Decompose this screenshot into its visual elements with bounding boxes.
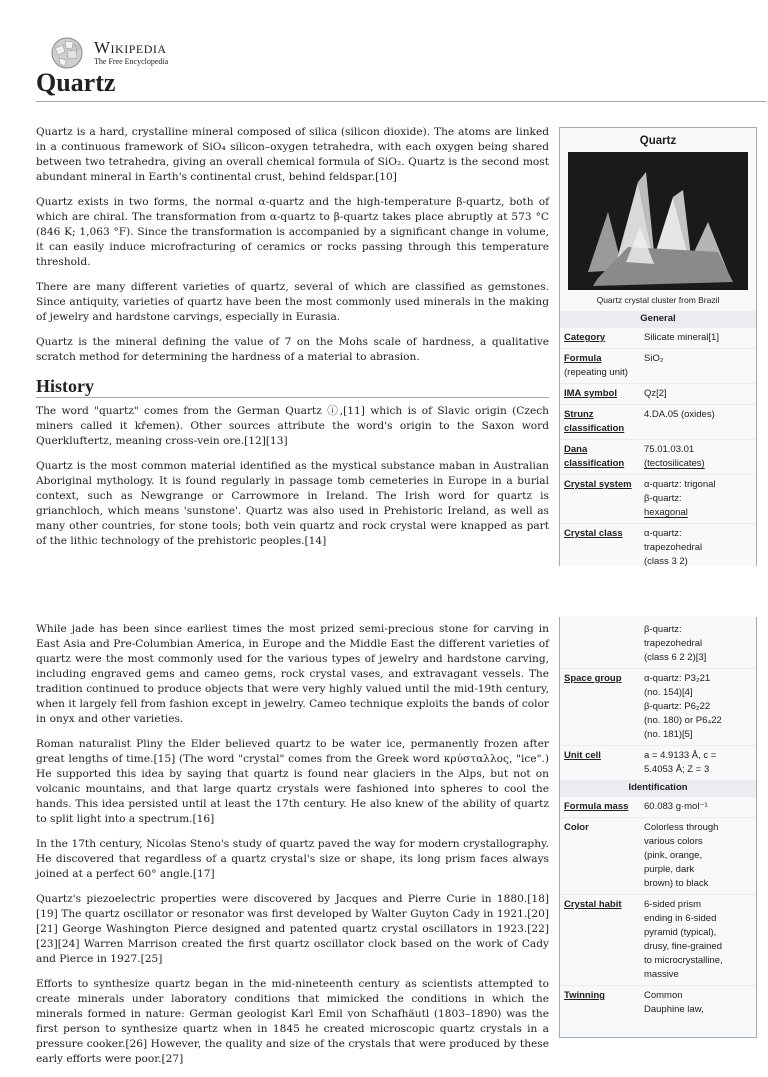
section-heading-history: History bbox=[36, 379, 549, 398]
paragraph-etymology: The word "quartz" comes from the German Quartz ⓘ,[11] which is of Slavic origin (Czech miners called it křemen). Other sources attribute the word's origin to the Saxon word Querkluftertz, meaning cross-vein ore.[12][13] bbox=[36, 405, 549, 447]
infobox-upper bbox=[559, 127, 757, 566]
infobox-row-space-group bbox=[560, 669, 756, 746]
infobox-key-space-group[interactable]: Space group bbox=[564, 673, 622, 684]
infobox-key-unit-cell[interactable]: Unit cell bbox=[564, 750, 601, 761]
paragraph-synthesis: Efforts to synthesize quartz began in the mid-nineteenth century as scientists attempted to create minerals under laboratory conditions that mimicked the conditions in which the minerals formed in nature: German geologist Karl Emil von Schafhäutl (1803–1890) was the first person to synthesize quartz when in 1845 he created microscopic quartz crystals in a pressure cooker.[26] However, the quality and size of the crystals that were produced by these early efforts were poor.[27] bbox=[36, 978, 549, 1065]
page-title: Quartz bbox=[36, 68, 116, 97]
infobox-key-crystal-system[interactable]: Crystal system bbox=[564, 479, 632, 490]
article-body-lower bbox=[36, 622, 549, 1077]
infobox-value-twinning-2: Dauphine law, bbox=[644, 1004, 704, 1015]
infobox-value-dana-2[interactable]: (tectosilicates) bbox=[644, 458, 705, 469]
infobox-value-habit-4: drusy, fine-grained bbox=[644, 941, 722, 952]
infobox-value-color-3: (pink, orange, bbox=[644, 850, 703, 861]
infobox-row-formula bbox=[560, 349, 756, 384]
paragraph-varieties: There are many different varieties of quartz, several of which are classified as gemstones. Since antiquity, varieties of quartz have been the most commonly used minerals in the making of jewelry and hardstone carvings, especially in Eurasia. bbox=[36, 281, 549, 323]
infobox-image-caption: Quartz crystal cluster from Brazil bbox=[596, 295, 720, 305]
infobox-row-strunz bbox=[560, 405, 756, 440]
infobox-value-crystal-class-1: α-quartz: bbox=[644, 528, 682, 539]
infobox-key-category[interactable]: Category bbox=[564, 332, 606, 343]
infobox-value-formula-mass: 60.083 g·mol⁻¹ bbox=[644, 801, 708, 812]
paragraph-mohs: Quartz is the mineral defining the value of 7 on the Mohs scale of hardness, a qualitative scratch method for determining the hardness of a material to abrasion. bbox=[36, 336, 549, 363]
infobox-key-formula[interactable]: Formula bbox=[564, 353, 602, 364]
infobox-value-twinning-1: Common bbox=[644, 990, 683, 1001]
infobox-key-twinning[interactable]: Twinning bbox=[564, 990, 605, 1001]
infobox-key-dana[interactable]: Dana classification bbox=[564, 444, 625, 469]
infobox-value-crystal-class-4: β-quartz: bbox=[644, 624, 682, 635]
infobox-value-ima: Qz[2] bbox=[644, 388, 667, 399]
infobox-group-general: General bbox=[560, 311, 756, 327]
infobox-value-crystal-class-3: (class 3 2) bbox=[644, 556, 688, 567]
infobox-group-identification: Identification bbox=[560, 780, 756, 796]
site-header bbox=[36, 30, 766, 102]
infobox-value-crystal-class-6: (class 6 2 2)[3] bbox=[644, 652, 707, 663]
infobox-key-crystal-habit[interactable]: Crystal habit bbox=[564, 899, 622, 910]
infobox-value-color-2: various colors bbox=[644, 836, 703, 847]
infobox-value-category[interactable]: Silicate mineral[1] bbox=[644, 332, 719, 343]
infobox-value-crystal-system-2: β-quartz: bbox=[644, 493, 682, 504]
infobox-value-crystal-class-5: trapezohedral bbox=[644, 638, 703, 649]
infobox-value-habit-3: pyramid (typical), bbox=[644, 927, 717, 938]
infobox-row-dana bbox=[560, 440, 756, 475]
title-divider bbox=[36, 101, 766, 102]
infobox-key-crystal-class[interactable]: Crystal class bbox=[564, 528, 623, 539]
infobox-value-strunz: 4.DA.05 (oxides) bbox=[644, 409, 715, 420]
paragraph-piezo: Quartz's piezoelectric properties were discovered by Jacques and Pierre Curie in 1880.[18][19] The quartz oscillator or resonator was first developed by Walter Guyton Cady in 1921.[20][21] George Washington Pierce designed and patented quartz crystal oscillators in 1923.[22][23][24] Warren Marrison created the first quartz oscillator clock based on the work of Cady and Pierce in 1927.[25] bbox=[36, 893, 549, 965]
infobox-row-unit-cell bbox=[560, 746, 756, 781]
infobox-row-crystal-class-cont bbox=[560, 617, 756, 669]
infobox-value-space-group-1: α-quartz: P3₂21 bbox=[644, 673, 711, 684]
infobox-title: Quartz bbox=[639, 135, 677, 147]
infobox-value-color-4: purple, dark bbox=[644, 864, 695, 875]
infobox-value-habit-5: to microcrystalline, bbox=[644, 955, 723, 966]
infobox-value-crystal-system-1[interactable]: α-quartz: trigonal bbox=[644, 479, 716, 490]
article-body-upper bbox=[36, 125, 549, 559]
infobox-value-color-1: Colorless through bbox=[644, 822, 719, 833]
infobox-row-formula-mass bbox=[560, 797, 756, 818]
infobox-row-crystal-system bbox=[560, 475, 756, 524]
infobox-key-formula-mass[interactable]: Formula mass bbox=[564, 801, 629, 812]
infobox-table-structure bbox=[560, 617, 756, 780]
infobox-row-crystal-class bbox=[560, 524, 756, 573]
infobox-value-dana-1: 75.01.03.01 bbox=[644, 444, 695, 455]
paragraph-intro: Quartz is a hard, crystalline mineral composed of silica (silicon dioxide). The atoms are linked in a continuous framework of SiO₄ silicon–oxygen tetrahedra, with each oxygen being shared between two tetrahedra, giving an overall chemical formula of SiO₂. Quartz is the second most abundant mineral in Earth's continental crust, behind feldspar.[10] bbox=[36, 126, 549, 183]
quartz-crystal-image[interactable] bbox=[568, 152, 748, 290]
infobox-key-color: Color bbox=[564, 822, 589, 833]
infobox-value-space-group-4: (no. 180) or P6₄22 bbox=[644, 715, 722, 726]
infobox-row-color bbox=[560, 818, 756, 895]
paragraph-steno: In the 17th century, Nicolas Steno's study of quartz paved the way for modern crystallography. He discovered that regardless of a quartz crystal's size or shape, its long prism faces always joined at a perfect 60° angle.[17] bbox=[36, 838, 549, 880]
infobox-value-unit-cell-2: 5.4053 Å; Z = 3 bbox=[644, 764, 710, 775]
infobox-value-space-group-2: (no. 154)[4] bbox=[644, 687, 693, 698]
paragraph-jade: While jade has been since earliest times the most prized semi-precious stone for carving in East Asia and Pre-Columbian America, in Europe and the Middle East the different varieties of quartz were the most commonly used for the various types of jewelry and hardstone carving, including engraved gems and cameo gems, rock crystal vases, and extravagant vessels. The tradition continued to produce objects that were very highly valued until the mid-19th century, when it largely fell from fashion except in jewelry. Cameo technique exploits the bands of color in onyx and other varieties. bbox=[36, 623, 549, 725]
paragraph-mythology: Quartz is the most common material identified as the mystical substance maban in Australian Aboriginal mythology. It is found regularly in passage tomb cemeteries in Europe in a burial context, such as Newgrange or Carrowmore in Ireland. The Irish word for quartz is grianchloch, which means 'sunstone'. Quartz was also used in Prehistoric Ireland, as well as many other countries, for stone tools; both vein quartz and rock crystal were knapped as part of the lithic technology of the prehistoric peoples.[14] bbox=[36, 460, 549, 547]
infobox-lower bbox=[559, 617, 757, 1038]
infobox-row-ima bbox=[560, 384, 756, 405]
infobox-key-formula-sub: (repeating unit) bbox=[564, 367, 628, 378]
infobox-value-space-group-3: β-quartz: P6₂22 bbox=[644, 701, 711, 712]
wikipedia-wordmark[interactable]: Wikipedia bbox=[94, 38, 167, 57]
infobox-value-unit-cell-1: a = 4.9133 Å, c = bbox=[644, 750, 717, 761]
paragraph-pliny: Roman naturalist Pliny the Elder believed quartz to be water ice, permanently frozen after great lengths of time.[15] (The word "crystal" comes from the Greek word κρύσταλλος, "ice".) He supported this idea by saying that quartz is found near glaciers in the Alps, but not on volcanic mountains, and that large quartz crystals were fashioned into spheres to cool the hands. This idea persisted until at least the 17th century. He also knew of the ability of quartz to split light into a spectrum.[16] bbox=[36, 738, 549, 825]
infobox-value-habit-2: ending in 6-sided bbox=[644, 913, 717, 924]
infobox-value-crystal-system-3[interactable]: hexagonal bbox=[644, 507, 688, 518]
infobox-value-habit-1: 6-sided prism bbox=[644, 899, 702, 910]
infobox-key-ima[interactable]: IMA symbol bbox=[564, 388, 617, 399]
infobox-row-crystal-habit bbox=[560, 895, 756, 986]
infobox-value-color-5: brown) to black bbox=[644, 878, 709, 889]
infobox-value-formula: SiO₂ bbox=[644, 353, 664, 364]
infobox-value-crystal-class-2: trapezohedral bbox=[644, 542, 703, 553]
wikipedia-globe-icon[interactable] bbox=[50, 36, 84, 70]
infobox-row-category bbox=[560, 328, 756, 349]
infobox-key-strunz[interactable]: Strunz classification bbox=[564, 409, 625, 434]
infobox-row-twinning bbox=[560, 986, 756, 1021]
infobox-table-identification bbox=[560, 796, 756, 1020]
infobox-table-general bbox=[560, 327, 756, 572]
paragraph-forms: Quartz exists in two forms, the normal α-quartz and the high-temperature β-quartz, both of which are chiral. The transformation from α-quartz to β-quartz takes place abruptly at 573 °C (846 K; 1,063 °F). Since the transformation is accompanied by a significant change in volume, it can easily induce microfracturing of ceramics or rocks passing through this temperature threshold. bbox=[36, 196, 549, 268]
infobox-value-habit-6: massive bbox=[644, 969, 679, 980]
infobox-value-space-group-5: (no. 181)[5] bbox=[644, 729, 693, 740]
wikipedia-tagline: The Free Encyclopedia bbox=[94, 57, 169, 66]
